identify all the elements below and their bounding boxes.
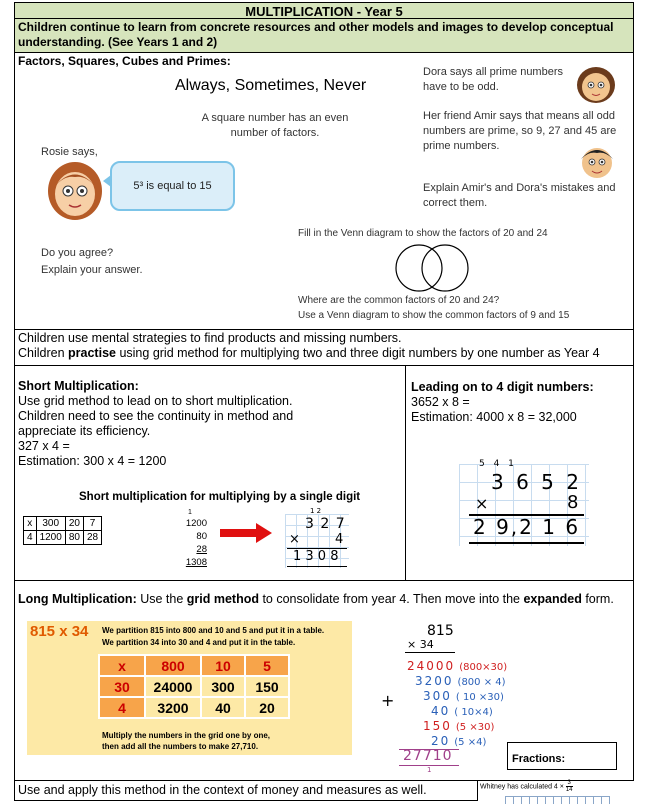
long-b1: grid method	[186, 592, 259, 606]
mental-line2-post: using grid method for multiplying two and three digit numbers by one number as Year 4	[115, 346, 600, 360]
long-t1: Use the	[136, 592, 187, 606]
page-title-bar	[14, 2, 634, 19]
long-t2: to consolidate from year 4. Then move into the	[258, 592, 524, 606]
grid-cell: 4	[24, 531, 37, 545]
expanded-method	[381, 621, 525, 774]
mental-line2-bold: practise	[68, 346, 116, 360]
grid-cell: 7	[83, 517, 101, 531]
grid-cell: x	[24, 517, 37, 531]
exp-top: 815	[427, 623, 454, 639]
exp-value: 24000	[407, 659, 456, 673]
venn-9-15: Use a Venn diagram to show the common factors of 9 and 15	[298, 310, 570, 321]
long-t3: form.	[581, 592, 614, 606]
long-grid-cell: 40	[201, 697, 245, 718]
whitney-text	[480, 780, 573, 793]
rosie-avatar	[45, 161, 105, 223]
col-val: 28	[196, 544, 207, 555]
four-x: ×	[475, 494, 489, 513]
sm-x: ×	[289, 532, 300, 547]
exp-value: 20	[431, 734, 451, 748]
exp-note: (800×30)	[459, 662, 508, 673]
amir-text: Her friend Amir says that means all odd numbers are prime, so 9, 27 and 45 are prime numbers.	[423, 110, 617, 152]
page-title: MULTIPLICATION - Year 5	[245, 4, 403, 19]
grid-cell: 1200	[36, 531, 65, 545]
square-statement: A square number has an even number of factors.	[201, 112, 349, 139]
long-section	[14, 581, 634, 781]
panel-head: 815 x 34	[30, 623, 89, 640]
long-grid-cell: 5	[245, 655, 289, 676]
long-heading: Long Multiplication:	[18, 592, 137, 606]
exp-total: 27710	[403, 748, 453, 764]
long-grid	[98, 654, 290, 719]
amir-avatar	[577, 141, 617, 181]
exp-note: ( 10×4)	[454, 707, 493, 718]
exp-note: ( 10 ×30)	[455, 692, 504, 703]
four-carries: 5 4 1	[479, 459, 517, 469]
long-grid-cell: 20	[245, 697, 289, 718]
exp-value: 150	[423, 719, 452, 733]
long-grid-cell: 300	[201, 676, 245, 697]
short-divider	[405, 366, 406, 580]
long-grid-cell: 150	[245, 676, 289, 697]
four-line2	[469, 542, 584, 544]
long-grid-cell: 800	[145, 655, 201, 676]
do-you-agree: Do you agree?	[41, 247, 114, 259]
long-grid-cell: 30	[99, 676, 145, 697]
short-l5: Estimation: 300 x 4 = 1200	[18, 454, 167, 468]
rosie-says: Rosie says,	[41, 146, 98, 158]
short-l3: appreciate its efficiency.	[18, 424, 151, 438]
exp-value: 3200	[415, 674, 454, 688]
venn-diagram	[387, 243, 477, 293]
exp-line1	[405, 652, 455, 653]
col-val: 1200	[185, 518, 207, 529]
footer-row	[14, 781, 478, 801]
grid-cell: 300	[36, 517, 65, 531]
panel-f1: Multiply the numbers in the grid one by one,	[102, 731, 271, 740]
four-heading: Leading on to 4 digit numbers:	[411, 380, 594, 394]
long-grid-cell: 4	[99, 697, 145, 718]
grid-cell: 20	[65, 517, 83, 531]
fraction	[566, 780, 573, 793]
col-val: 80	[196, 531, 207, 542]
column-addition	[173, 509, 207, 569]
sm-ans: 1 3 0 8	[293, 549, 339, 564]
dora-avatar	[575, 65, 617, 105]
bubble-text: 5³ is equal to 15	[133, 180, 212, 192]
fractions-label: Fractions:	[512, 753, 566, 765]
panel-l2: We partition 34 into 30 and 4 and put it in the table.	[102, 638, 296, 647]
long-grid-cell: 10	[201, 655, 245, 676]
fraction-strip	[505, 796, 610, 804]
frac-den: 14	[565, 787, 573, 793]
arrow-right-icon	[220, 523, 272, 543]
long-b2: expanded	[523, 592, 582, 606]
bubble-tail	[103, 175, 111, 187]
mental-line1: Children use mental strategies to find products and missing numbers.	[18, 331, 402, 345]
short-heading: Short Multiplication:	[18, 379, 139, 393]
long-grid-cell: x	[99, 655, 145, 676]
factors-section	[14, 53, 634, 330]
short-section	[14, 366, 634, 581]
grid-cell: 80	[65, 531, 83, 545]
short-grid	[23, 516, 102, 545]
four-digit-method	[459, 459, 589, 546]
exp-note: (800 × 4)	[457, 677, 506, 688]
long-grid-cell: 3200	[145, 697, 201, 718]
common-factors-question: Where are the common factors of 20 and 24?	[298, 295, 500, 306]
grid-cell: 28	[83, 531, 101, 545]
col-carry: 1	[188, 509, 192, 516]
exp-value: 300	[423, 689, 452, 703]
long-heading-line	[18, 592, 633, 607]
frac-num: 3	[567, 780, 571, 786]
sm-line2	[287, 566, 347, 567]
short-img-title: Short multiplication for multiplying by a single digit	[79, 491, 361, 503]
short-l4: 327 x 4 =	[18, 439, 70, 453]
explain-answer: Explain your answer.	[41, 264, 143, 276]
asn-title: Always, Sometimes, Never	[175, 77, 367, 94]
panel-l1: We partition 815 into 800 and 10 and 5 and put it in a table.	[102, 626, 325, 635]
four-l2: Estimation: 4000 x 8 = 32,000	[411, 410, 577, 424]
panel-f2: then add all the numbers to make 27,710.	[102, 742, 259, 751]
four-digit-text	[411, 380, 631, 425]
four-ans: 2 9,2 1 6	[473, 515, 581, 539]
mental-line2-pre: Children	[18, 346, 69, 360]
explain-mistakes: Explain Amir's and Dora's mistakes and correct them.	[423, 182, 616, 209]
intro-box	[14, 19, 634, 53]
venn-instruction: Fill in the Venn diagram to show the factors of 20 and 24	[298, 228, 548, 239]
intro-text: Children continue to learn from concrete resources and other models and images to develop conceptual understanding. (See Years 1 and 2)	[18, 20, 614, 49]
plus-sign: +	[381, 691, 395, 710]
short-l1: Use grid method to lead on to short multiplication.	[18, 394, 293, 408]
exp-carry: 1	[427, 766, 432, 774]
mental-line2	[18, 346, 630, 361]
whitney-label: Whitney has calculated 4 ×	[480, 783, 564, 791]
short-l2: Children need to see the continuity in method and	[18, 409, 294, 423]
factors-heading: Factors, Squares, Cubes and Primes:	[18, 54, 231, 68]
footer-text: Use and apply this method in the context of money and measures as well.	[18, 783, 427, 797]
sm-carry: 1 2	[310, 507, 322, 515]
four-top: 3 6 5 2	[491, 470, 582, 494]
dora-text: Dora says all prime numbers have to be odd.	[423, 66, 563, 93]
mental-section	[14, 330, 634, 366]
exp-x: × 34	[407, 638, 434, 651]
four-mult: 8	[567, 492, 579, 513]
four-l1: 3652 x 8 =	[411, 395, 470, 409]
fractions-box	[507, 742, 617, 770]
col-val: 1308	[185, 557, 207, 568]
speech-bubble	[110, 161, 235, 211]
sm-top: 3 2 7	[305, 516, 346, 532]
exp-line-row	[431, 730, 486, 749]
short-text	[18, 379, 398, 469]
exp-note: (5 ×4)	[454, 737, 487, 748]
short-column-method	[285, 507, 349, 568]
exp-value: 40	[431, 704, 451, 718]
long-grid-cell: 24000	[145, 676, 201, 697]
grid-method-panel	[27, 621, 352, 755]
sm-mult: 4	[335, 532, 344, 547]
exp-note: (5 ×30)	[455, 722, 495, 733]
